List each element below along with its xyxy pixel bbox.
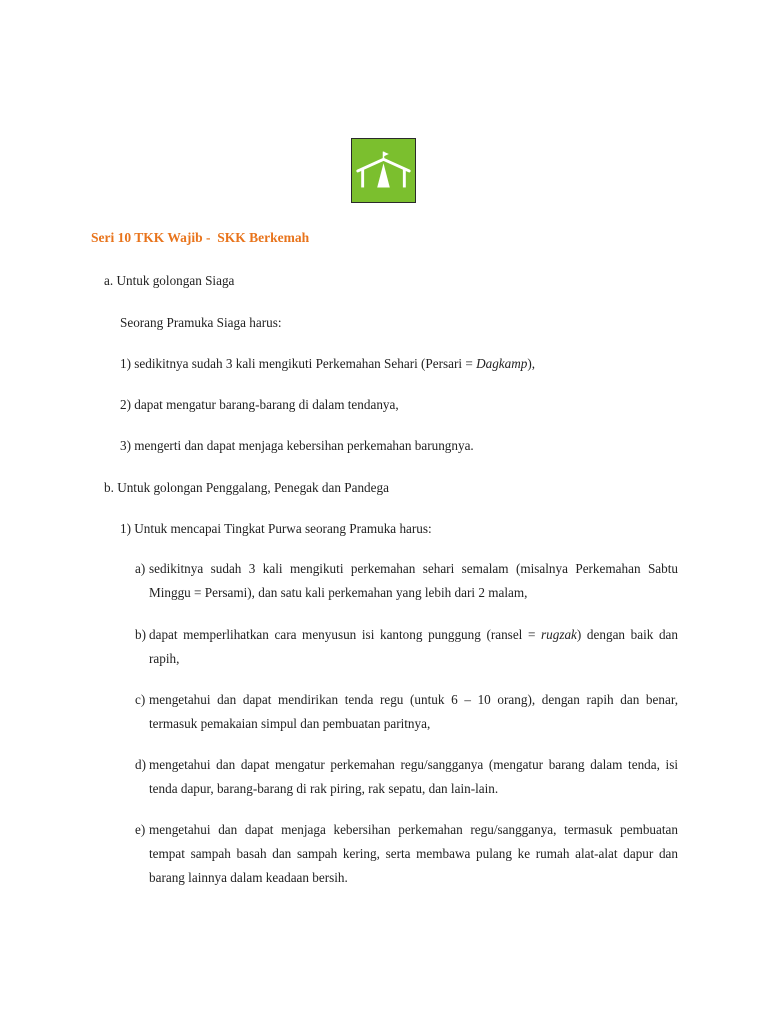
item-1-italic: Dagkamp	[476, 356, 528, 371]
list-marker-a: a)	[135, 561, 146, 576]
list-text-b	[135, 623, 678, 671]
list-marker-c: c)	[135, 692, 146, 707]
list-text-e: mengetahui dan dapat menjaga kebersihan perkemahan regu/sangganya, termasuk pembuatan tempat sampah basah dan sampah kering, serta membawa pulang ke rumah alat-alat dapur dan barang lainnya dalam keadaan bersih.	[149, 822, 678, 885]
list-text-b-end: ) dengan baik dan rapih,	[149, 627, 679, 666]
list-item-c	[135, 688, 678, 736]
list-item-d	[135, 753, 678, 801]
section-b-sub-1: 1) Untuk mencapai Tingkat Purwa seorang Pramuka harus:	[120, 521, 432, 536]
list-text-b-italic: rugzak	[541, 627, 577, 642]
tent-logo	[351, 138, 416, 203]
list-text-b-start: dapat memperlihatkan cara menyusun isi kantong punggung (ransel =	[149, 627, 542, 642]
list-item-e	[135, 818, 678, 890]
section-a-heading: a. Untuk golongan Siaga	[104, 273, 235, 288]
tent-icon	[352, 139, 415, 202]
section-a-item-1	[120, 355, 535, 372]
section-a-intro: Seorang Pramuka Siaga harus:	[120, 315, 282, 330]
section-a-item-3: 3) mengerti dan dapat menjaga kebersihan perkemahan barungnya.	[120, 438, 474, 453]
list-item-b	[135, 623, 678, 671]
document-title: Seri 10 TKK Wajib - SKK Berkemah	[91, 230, 310, 245]
list-marker-b: b)	[135, 627, 146, 642]
item-1-text: 1) sedikitnya sudah 3 kali mengikuti Perkemahan Sehari (Persari =	[120, 356, 477, 371]
list-marker-e: e)	[135, 822, 146, 837]
list-text-a: sedikitnya sudah 3 kali mengikuti perkemahan sehari semalam (misalnya Perkemahan Sabtu Minggu = Persami), dan satu kali perkemahan yang lebih dari 2 malam,	[149, 561, 678, 600]
list-text-d: mengetahui dan dapat mengatur perkemahan regu/sangganya (mengatur barang dalam tenda, isi tenda dapur, barang-barang di rak piring, rak sepatu, dan lain-lain.	[149, 757, 678, 796]
list-item-a	[135, 557, 678, 605]
section-a-item-2: 2) dapat mengatur barang-barang di dalam tendanya,	[120, 397, 399, 412]
list-marker-d: d)	[135, 757, 146, 772]
section-b-heading: b. Untuk golongan Penggalang, Penegak dan Pandega	[104, 480, 389, 495]
item-1-tail: ),	[527, 356, 536, 371]
list-text-c: mengetahui dan dapat mendirikan tenda regu (untuk 6 – 10 orang), dengan rapih dan benar, termasuk pemakaian simpul dan pembuatan paritnya,	[149, 692, 678, 731]
